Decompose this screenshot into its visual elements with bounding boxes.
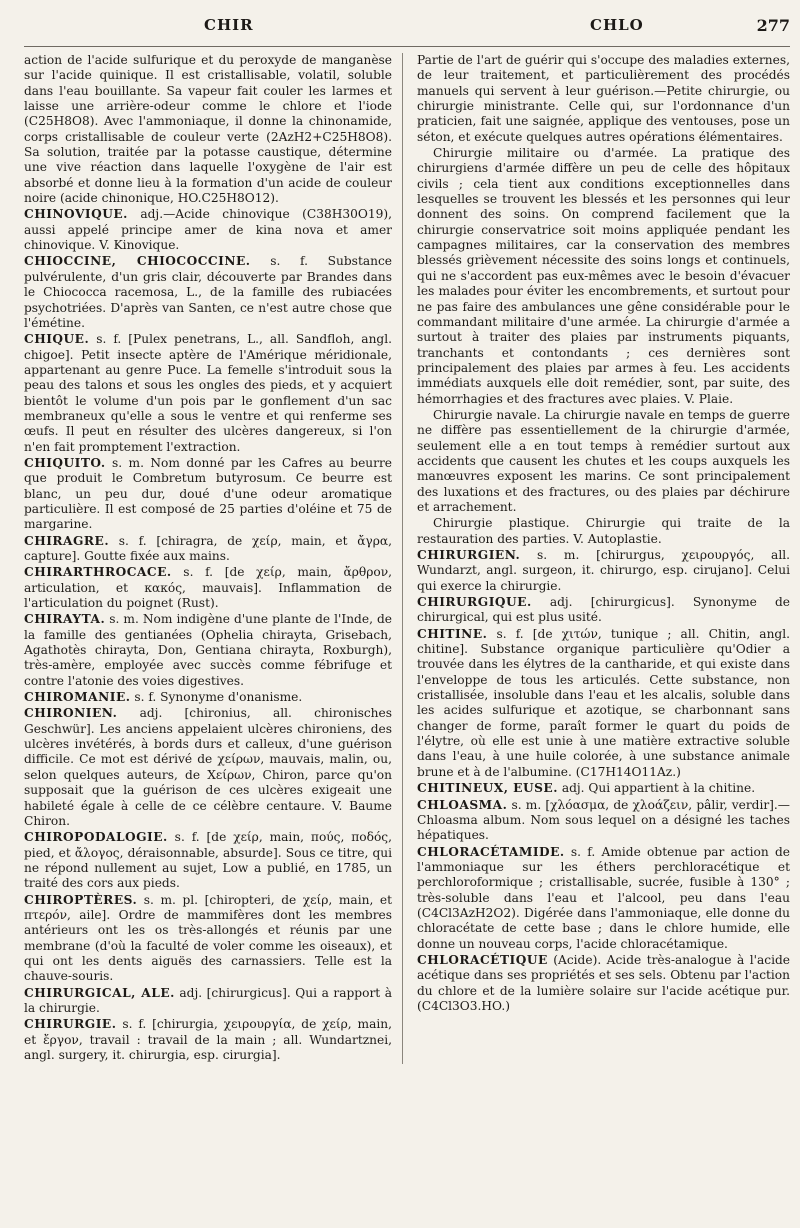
subsection-paragraph: Chirurgie navale. La chirurgie navale en temps de guerre ne diffère pas essentiellement de la chirurgie d'armée, seulement elle a en tout temps à remédier surtout aux accidents que causent les chutes et les coups auxquels les manœuvres exposent les marins. Ce sont principalement des luxations et des fractures, ou des plaies par déchirure et arrachement. [417, 407, 790, 514]
dictionary-entry [417, 845, 790, 952]
entry-definition: s. m. Nom indigène d'une plante de l'Inde, de la famille des gentianées (Ophelia chirayta, Grisebach, Agathotès chirayta, Don, Gentiana chirayta, Roxburgh), très-amère, employée avec succès comme fébrifuge et contre l'atonie des voies digestives. [24, 612, 392, 688]
dictionary-entry [24, 893, 392, 985]
dictionary-entry [417, 595, 790, 626]
entry-headword: CHINOVIQUE. [24, 207, 128, 222]
entry-definition: s. f. [chirurgia, χειρουργία, de χείρ, main, et ἔργον, travail : travail de la main ; all. Wundartznei, angl. surgery, it. chirurgia, esp. cirurgia]. [24, 1017, 392, 1062]
entry-definition: adj. [chironius, all. chironisches Geschwür]. Les anciens appelaient ulcères chironiens, des ulcères invétérés, à bords durs et calleux, d'une guérison difficile. Ce mot est dérivé de χείρων, mauvais, malin, ou, selon quelques auteurs, de Χείρων, Chiron, parce qu'on supposait que la guérison de ces ulcères exigeait une habileté égale à celle de ce célèbre centaure. V. Baume Chiron. [24, 706, 392, 828]
subsection-paragraph: Chirurgie militaire ou d'armée. La pratique des chirurgiens d'armée diffère un peu de celle des hôpitaux civils ; cela tient aux conditions exceptionnelles dans lesquelles se trouvent les blessés et les personnes qui leur donnent des soins. On comprend facilement que la chirurgie conservatrice soit moins appliquée pendant les campagnes militaires, car la conservation des membres blessés grièvement nécessite des soins longs et continuels, qui ne s'accordent pas eux-mêmes avec le besoin d'évacuer les malades pour éviter les encombrements, et surtout pour ne pas faire des ambulances une gêne considérable pour le commandant militaire d'une armée. La chirurgie d'armée a surtout à traiter des plaies par instruments piquants, tranchants et contondants ; ces dernières sont principalement des plaies par armes à feu. Les accidents immédiats auxquels elle doit remédier, sont, par suite, des hémorrhagies et des fractures avec plaies. V. Plaie. [417, 146, 790, 406]
entry-definition: s. m. [chirurgus, χειρουργός, all. Wundarzt, angl. surgeon, it. chirurgo, esp. cirujano]. Celui qui exerce la chirurgie. [417, 548, 790, 593]
entry-headword: CHIRONIEN. [24, 706, 118, 721]
entry-definition: adj.—Acide chinovique (C38H30O19), aussi appelé principe amer de kina nova et amer chinovique. V. Kinovique. [24, 207, 392, 253]
entry-definition: (Acide). Acide très-analogue à l'acide acétique dans ses propriétés et ses sels. Obtenu par l'action du chlore et de la lumière solaire sur l'acide acétique pur. (C4Cl3O3.HO.) [417, 952, 790, 1013]
entry-headword: CHIRAYTA. [24, 612, 106, 627]
entry-definition: s. f. [de χείρ, main, ἄρθρον, articulation, et κακός, mauvais]. Inflammation de l'articulation du poignet (Rust). [24, 565, 392, 611]
dictionary-entry [417, 627, 790, 780]
entry-headword: CHIQUITO. [24, 455, 106, 470]
dictionary-entry [24, 986, 392, 1017]
entry-definition: adj. Qui appartient à la chitine. [557, 781, 756, 796]
entry-definition: s. m. [χλόασμα, de χλοάζειν, pâlir, verdir].—Chloasma album. Nom sous lequel on a désigné les taches hépatiques. [417, 797, 790, 843]
entry-headword: CHLOASMA. [417, 797, 508, 812]
dictionary-entry [24, 1017, 392, 1063]
dictionary-entry [24, 690, 392, 705]
entry-definition: s. f. Synonyme d'onanisme. [130, 690, 303, 705]
dictionary-entry [417, 953, 790, 1014]
entry-headword: CHIRARTHROCACE. [24, 565, 172, 580]
entry-headword: CHLORACÉTIQUE [417, 952, 548, 967]
entry-definition: s. f. [de χιτών, tunique ; all. Chitin, angl. chitine]. Substance organique particulière qu'Odier a trouvée dans les élytres de la cantharide, et qui existe dans l'enveloppe de tous les articulés. Cette substance, non cristallisée, insoluble dans l'eau et les alcalis, soluble dans les acides sulfurique et azotique, se charbonnant sans changer de forme, paraît former le quart du poids de l'élytre, où elle est unie à une matière extractive soluble dans l'eau, à une huile colorée, à une substance animale brune et à de l'albumine. (C17H14O11Az.) [417, 626, 790, 779]
entry-definition: s. f. Amide obtenue par action de l'ammoniaque sur les éthers perchloracétique et perchloroformique ; cristallisable, sucrée, fusible à 130° ; très-soluble dans l'eau et l'alcool, peu dans l'eau (C4Cl3AzH2O2). Digérée dans l'ammoniaque, elle donne du chloracétate de cette base ; dans le chlore humide, elle donne un nouveau corps, l'acide chloracétamique. [417, 844, 790, 951]
dictionary-entry [24, 706, 392, 829]
running-header [24, 6, 790, 47]
dictionary-entry [24, 207, 392, 253]
entry-headword: CHIRURGIEN. [417, 548, 521, 562]
entry-headword: CHIROPODALOGIE. [24, 830, 168, 845]
dictionary-entry [417, 548, 790, 594]
subsection-paragraph: Chirurgie plastique. Chirurgie qui traite de la restauration des parties. V. Autoplastie. [417, 516, 790, 546]
dictionary-entry [417, 798, 790, 844]
continued-text: Partie de l'art de guérir qui s'occupe des maladies externes, de leur traitement, et particulièrement des procédés manuels qui servent à leur guérison.—Petite chirurgie, ou chirurgie ministrante. Celle qui, sur l'ordonnance d'un praticien, fait une saignée, applique des ventouses, pose un séton, et exécute quelques autres opérations élémentaires. [417, 53, 790, 144]
entry-headword: CHIRURGIQUE. [417, 595, 532, 610]
dictionary-entry [24, 830, 392, 891]
dictionary-entry [24, 456, 392, 533]
page-number: 277 [756, 16, 790, 35]
entry-headword: CHIROMANIE. [24, 690, 131, 705]
entry-headword: CHIRURGICAL, ALE. [24, 985, 175, 1000]
dictionary-entry [24, 612, 392, 689]
entry-headword: CHIOCCINE, CHIOCOCCINE. [24, 254, 251, 269]
left-column [24, 53, 403, 1064]
entry-headword: CHLORACÉTAMIDE. [417, 844, 565, 859]
header-left-guide-word: CHIR [204, 16, 254, 34]
entry-headword: CHITINEUX, EUSE. [417, 781, 558, 796]
entry-definition: s. m. pl. [chiropteri, de χείρ, main, et πτερόν, aile]. Ordre de mammifères dont les membres antérieurs ont les os très-allongés et réunis par une membrane (d'où la faculté de voler comme les oiseaux), et qui ont les dents aiguës des carnassiers. Telle est la chauve-souris. [24, 892, 392, 984]
entry-headword: CHIRAGRE. [24, 533, 110, 548]
entry-headword: CHIRURGIE. [24, 1017, 117, 1032]
entry-definition: adj. [chirurgicus]. Qui a rapport à la chirurgie. [24, 985, 392, 1015]
entry-definition: s. f. [de χείρ, main, πούς, ποδός, pied, et ἄλογος, déraisonnable, absurde]. Sous ce titre, qui ne répond nullement au sujet, Low a publié, en 1785, un traité des cors aux pieds. [24, 830, 392, 891]
continued-text: action de l'acide sulfurique et du peroxyde de manganèse sur l'acide quinique. Il est cristallisable, volatil, soluble dans l'eau bouillante. Sa vapeur fait couler les larmes et laisse une arrière-odeur comme le chlore et l'iode (C25H8O8). Avec l'ammoniaque, il donne la chinonamide, corps cristallisable de couleur verte (2AzH2+C25H8O8). Sa solution, traitée par la potasse caustique, détermine une vive réaction dans laquelle l'oxygène de l'air est absorbé et donne lieu à la formation d'un acide de couleur noire (acide chinonique, HO.C25H8O12). [24, 53, 392, 206]
entry-definition: s. f. [Pulex penetrans, L., all. Sandfloh, angl. chigoe]. Petit insecte aptère de l'Amérique méridionale, appartenant au genre Puce. La femelle s'introduit sous la peau des talons et sous les ongles des pieds, et y acquiert bientôt le volume d'un pois par le gonflement d'un sac membraneux qu'elle a sous le ventre et qui renferme ses œufs. Il peut en résulter des ulcères dangereux, si l'on n'en fait promptement l'extraction. [24, 332, 392, 454]
dictionary-entry [24, 332, 392, 455]
dictionary-entry [24, 254, 392, 331]
entry-definition: adj. [chirurgicus]. Synonyme de chirurgical, qui est plus usité. [417, 595, 790, 625]
dictionary-entry [24, 565, 392, 611]
header-right-guide-word: CHLO [590, 16, 644, 34]
right-column [417, 53, 790, 1064]
entry-headword: CHIQUE. [24, 332, 90, 347]
text-columns [24, 53, 790, 1064]
entry-definition: s. m. Nom donné par les Cafres au beurre que produit le Combretum butyrosum. Ce beurre est blanc, un peu dur, doué d'une odeur aromatique particulière. Il est composé de 25 parties d'oléine et 75 de margarine. [24, 455, 392, 532]
dictionary-entry [417, 781, 790, 796]
entry-definition: s. f. Substance pulvérulente, d'un gris clair, découverte par Brandes dans le Chiococca racemosa, L., de la famille des rubiacées psychotriées. D'après van Santen, ce n'est autre chose que l'émétine. [24, 254, 392, 330]
entry-headword: CHIROPTÈRES. [24, 892, 138, 907]
entry-definition: s. f. [chiragra, de χείρ, main, et ἄγρα, capture]. Goutte fixée aux mains. [24, 533, 392, 563]
dictionary-entry [24, 534, 392, 565]
entry-headword: CHITINE. [417, 626, 488, 641]
